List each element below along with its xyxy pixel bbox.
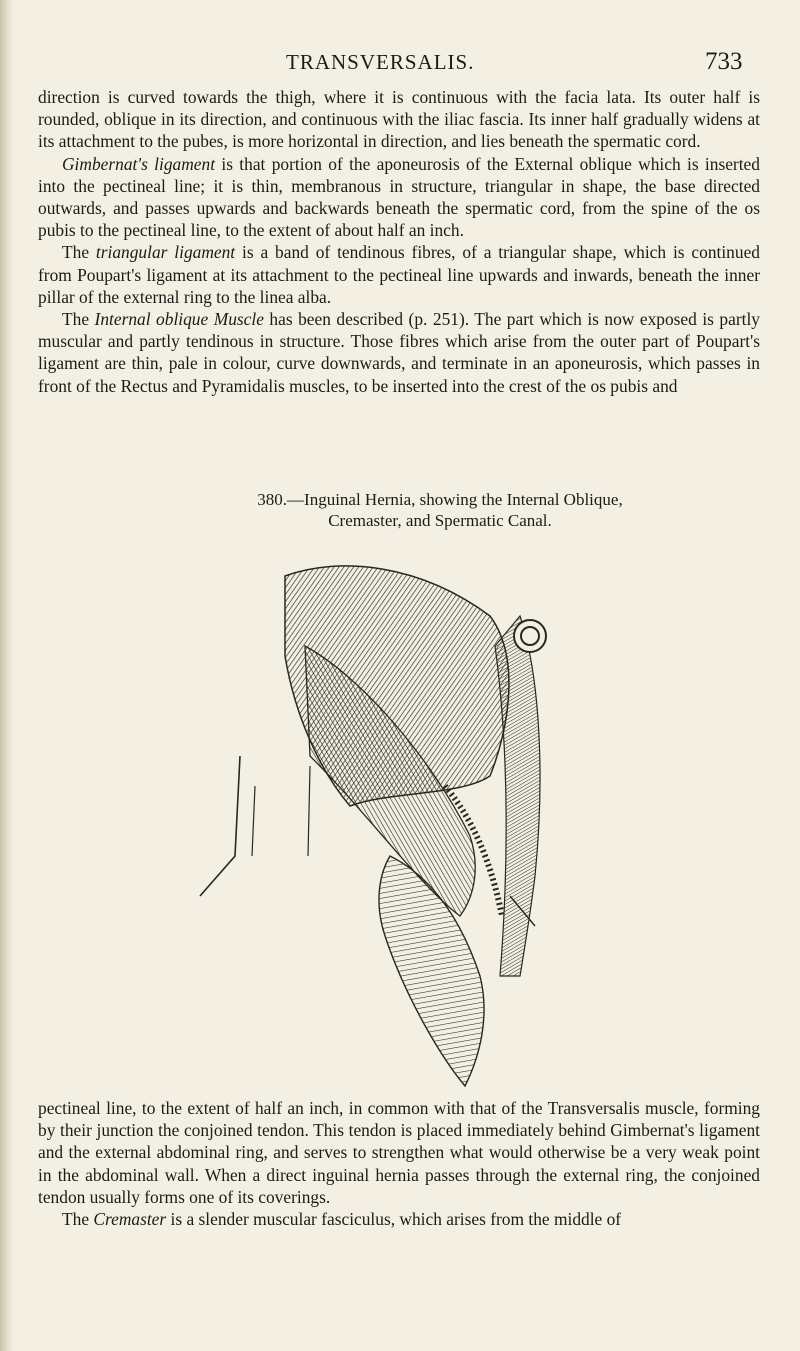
paragraph-term: Gimbernat's ligament	[62, 153, 216, 174]
paragraph-text: direction is curved towards the thigh, where it is continuous with the facia lata. Its outer half is rounded, oblique in its direction, and continuous with the iliac fascia. Its inner half gradually widens at its attachment to the pubes, is more horizontal in direction, and lies beneath the spermatic cord.	[38, 87, 760, 152]
caption-line: Cremaster, and Spermatic Canal.	[328, 511, 552, 530]
paragraph-term: Internal oblique Muscle	[94, 309, 264, 330]
paragraph-text: is a slender muscular fasciculus, which arises from the middle of	[166, 1209, 622, 1230]
page-number: 733	[705, 48, 743, 75]
running-head: TRANSVERSALIS.	[286, 50, 475, 74]
paragraph-term: triangular ligament	[95, 242, 236, 263]
paragraph-term: Cremaster	[93, 1209, 167, 1230]
paragraph	[38, 1208, 760, 1230]
paragraph-text: is that portion of the aponeurosis of the External oblique which is inserted into the pectineal line; it is thin, membranous in structure, triangular in shape, the base directed outwards, and passes upwards and backwards beneath the spermatic cord, from the spine of the os pubis to the pectineal line, to the extent of about half an inch.	[38, 153, 760, 241]
anatomical-illustration	[190, 556, 600, 1088]
paragraph-lead: The	[62, 309, 95, 330]
figure-caption	[230, 489, 650, 531]
book-spine-shadow	[0, 0, 14, 1351]
ring-structure	[514, 620, 546, 652]
page-header	[0, 46, 800, 80]
paragraph	[38, 241, 760, 308]
paragraph-lead: The	[62, 1209, 94, 1230]
paragraph-text: has been described (p. 251). The part which is now exposed is partly muscular and partly tendinous in structure. Those fibres which arise from the outer part of Poupart's ligament are thin, pale in colour, curve downwards, and terminate in an aponeurosis, which passes in front of the Rectus and Pyramidalis muscles, to be inserted into the crest of the os pubis and	[38, 309, 760, 396]
paragraph	[38, 153, 760, 242]
paragraph	[38, 308, 760, 397]
paragraph-lead: The	[62, 242, 96, 263]
caption-line: 380.—Inguinal Hernia, showing the Internal Oblique,	[257, 490, 623, 509]
reflected-flap-outline	[200, 756, 240, 896]
body-text-top	[38, 86, 760, 397]
paragraph	[38, 1097, 760, 1208]
flap-line	[308, 766, 310, 856]
paragraph-text: pectineal line, to the extent of half an inch, in common with that of the Transversalis muscle, forming by their junction the conjoined tendon. This tendon is placed immediately behind Gimbernat's ligament and the external abdominal ring, and serves to strengthen what would otherwise be a very weak point in the abdominal wall. When a direct inguinal hernia passes through the external ring, the conjoined tendon usually forms one of its coverings.	[38, 1098, 760, 1207]
paragraph-text: is a band of tendinous fibres, of a triangular shape, which is continued from Poupart's ligament at its attachment to the pectineal line upwards and inwards, beneath the inner pillar of the external ring to the linea alba.	[38, 242, 760, 307]
flap-line	[252, 786, 255, 856]
body-text-bottom	[38, 1097, 760, 1230]
rectus-sheath	[495, 616, 540, 976]
paragraph	[38, 86, 760, 153]
